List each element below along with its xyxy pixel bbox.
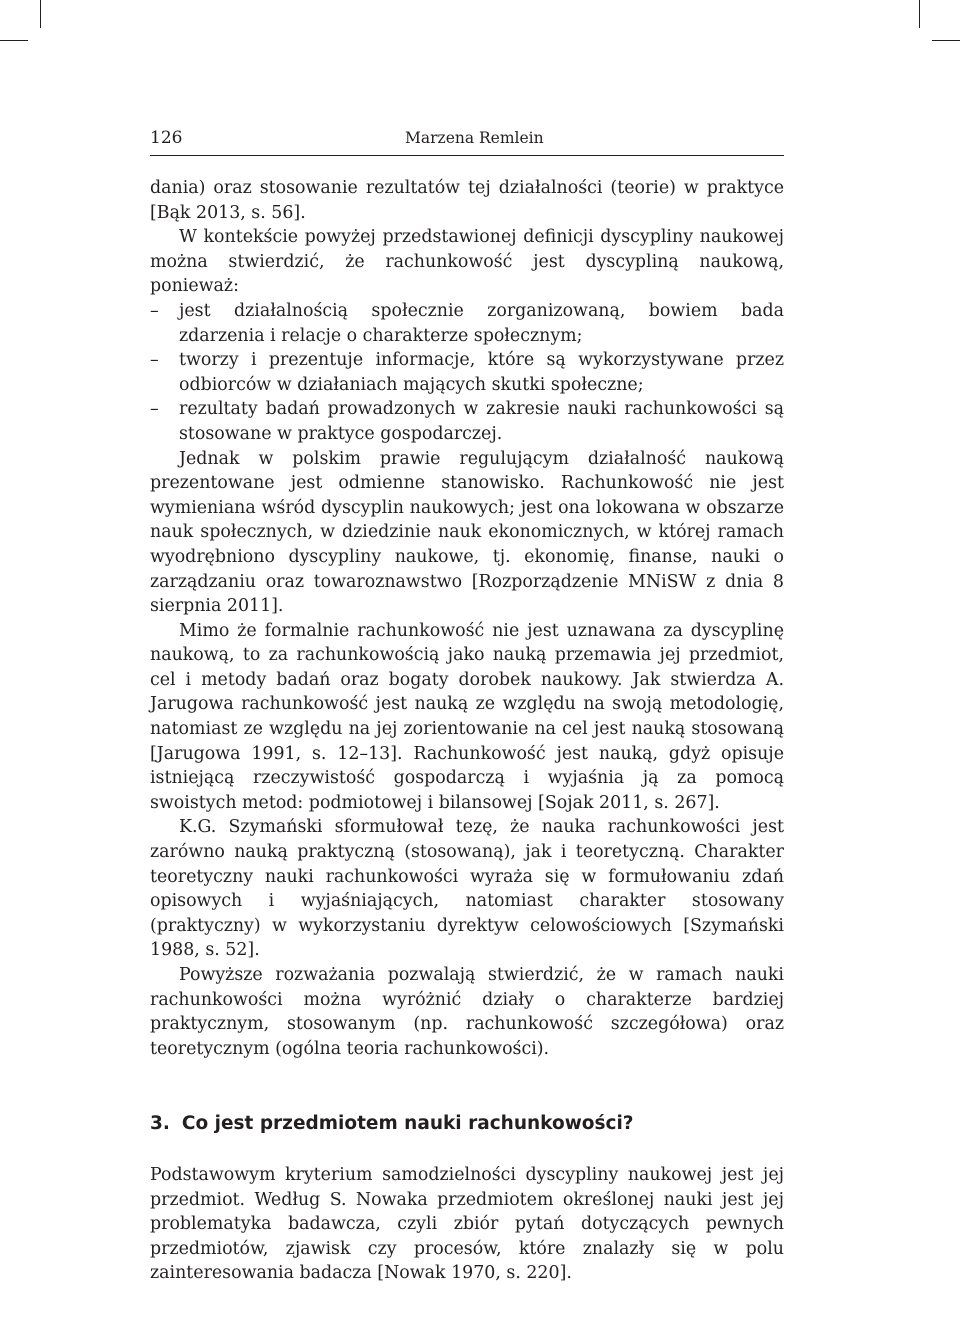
list-item: – tworzy i prezentuje informacje, które są wykorzystywane przez odbiorców w działaniach mających skutki społeczne; — [150, 348, 784, 397]
page-number: 126 — [150, 128, 183, 148]
section-heading — [150, 1112, 784, 1137]
section-title: Co jest przedmiotem nauki rachunkowości? — [181, 1113, 634, 1135]
crop-mark-top-right-horizontal — [932, 40, 960, 41]
paragraph: Jednak w polskim prawie regulującym działalność naukową prezentowane jest odmienne stanowisko. Rachunkowość nie jest wymieniana wśród dyscyplin naukowych; jest ona lokowana w obszarze nauk społecznych, w dziedzinie nauk ekonomicznych, w której ramach wyodrębniono dyscypliny naukowe, tj. ekonomię, finanse, nauki o zarządzaniu oraz towaroznawstwo [Rozporządzenie MNiSW z dnia 8 sierpnia 2011]. — [150, 448, 784, 617]
list-item: – rezultaty badań prowadzonych w zakresie nauki rachunkowości są stosowane w praktyce gospodarczej. — [150, 397, 784, 446]
crop-mark-top-left-vertical — [40, 0, 41, 28]
page-header — [150, 128, 784, 156]
crop-mark-top-left-horizontal — [0, 40, 28, 41]
paragraph: dania) oraz stosowanie rezultatów tej działalności (teorie) w praktyce [Bąk 2013, s. 56]. — [150, 178, 784, 223]
paragraph: K.G. Szymański sformułował tezę, że nauka rachunkowości jest zarówno nauką praktyczną (stosowaną), jak i teoretyczną. Charakter teoretyczny nauki rachunkowości wyraża się w formułowaniu zdań opisowych i wyjaśniających, natomiast charakter stosowany (praktyczny) w wykorzystaniu dyrektyw celowościowych [Szymański 1988, s. 52]. — [150, 817, 784, 961]
running-head-author: Marzena Remlein — [405, 129, 544, 147]
section-number: 3. — [150, 1113, 170, 1135]
dash-list — [150, 299, 784, 447]
paragraph: Podstawowym kryterium samodzielności dyscypliny naukowej jest jej przedmiot. Według S. Nowaka przedmiotem określonej nauki jest jej problematyka badawcza, czyli zbiór pytań dotyczących pewnych przedmiotów, zjawisk czy procesów, które znalazły się w polu zainteresowania badacza [Nowak 1970, s. 220]. — [150, 1164, 784, 1284]
paragraph: W kontekście powyżej przedstawionej definicji dyscypliny naukowej można stwierdzić, że rachunkowość jest dyscypliną naukową, ponieważ: — [150, 227, 784, 297]
paragraph: Powyższe rozważania pozwalają stwierdzić, że w ramach nauki rachunkowości można wyróżnić działy o charakterze bardziej praktycznym, stosowanym (np. rachunkowość szczegółowa) oraz teoretycznym (ogólna teoria rachunkowości). — [150, 965, 784, 1059]
document-page — [150, 128, 784, 1286]
body-text — [150, 176, 784, 1286]
list-item: – jest działalnością społecznie zorganizowaną, bowiem bada zdarzenia i relacje o charakterze społecznym; — [150, 299, 784, 348]
paragraph: Mimo że formalnie rachunkowość nie jest uznawana za dyscyplinę naukową, to za rachunkowością jako nauką przemawia jej przedmiot, cel i metody badań oraz bogaty dorobek naukowy. Jak stwierdza A. Jarugowa rachunkowość jest nauką ze względu na swoją metodologię, natomiast ze względu na jej zorientowanie na cel jest nauką stosowaną [Jarugowa 1991, s. 12–13]. Rachunkowość jest nauką, gdyż opisuje istniejącą rzeczywistość gospodarczą i wyjaśnia ją za pomocą swoistych metod: podmiotowej i bilansowej [Sojak 2011, s. 267]. — [150, 620, 784, 813]
crop-mark-top-right-vertical — [919, 0, 920, 28]
